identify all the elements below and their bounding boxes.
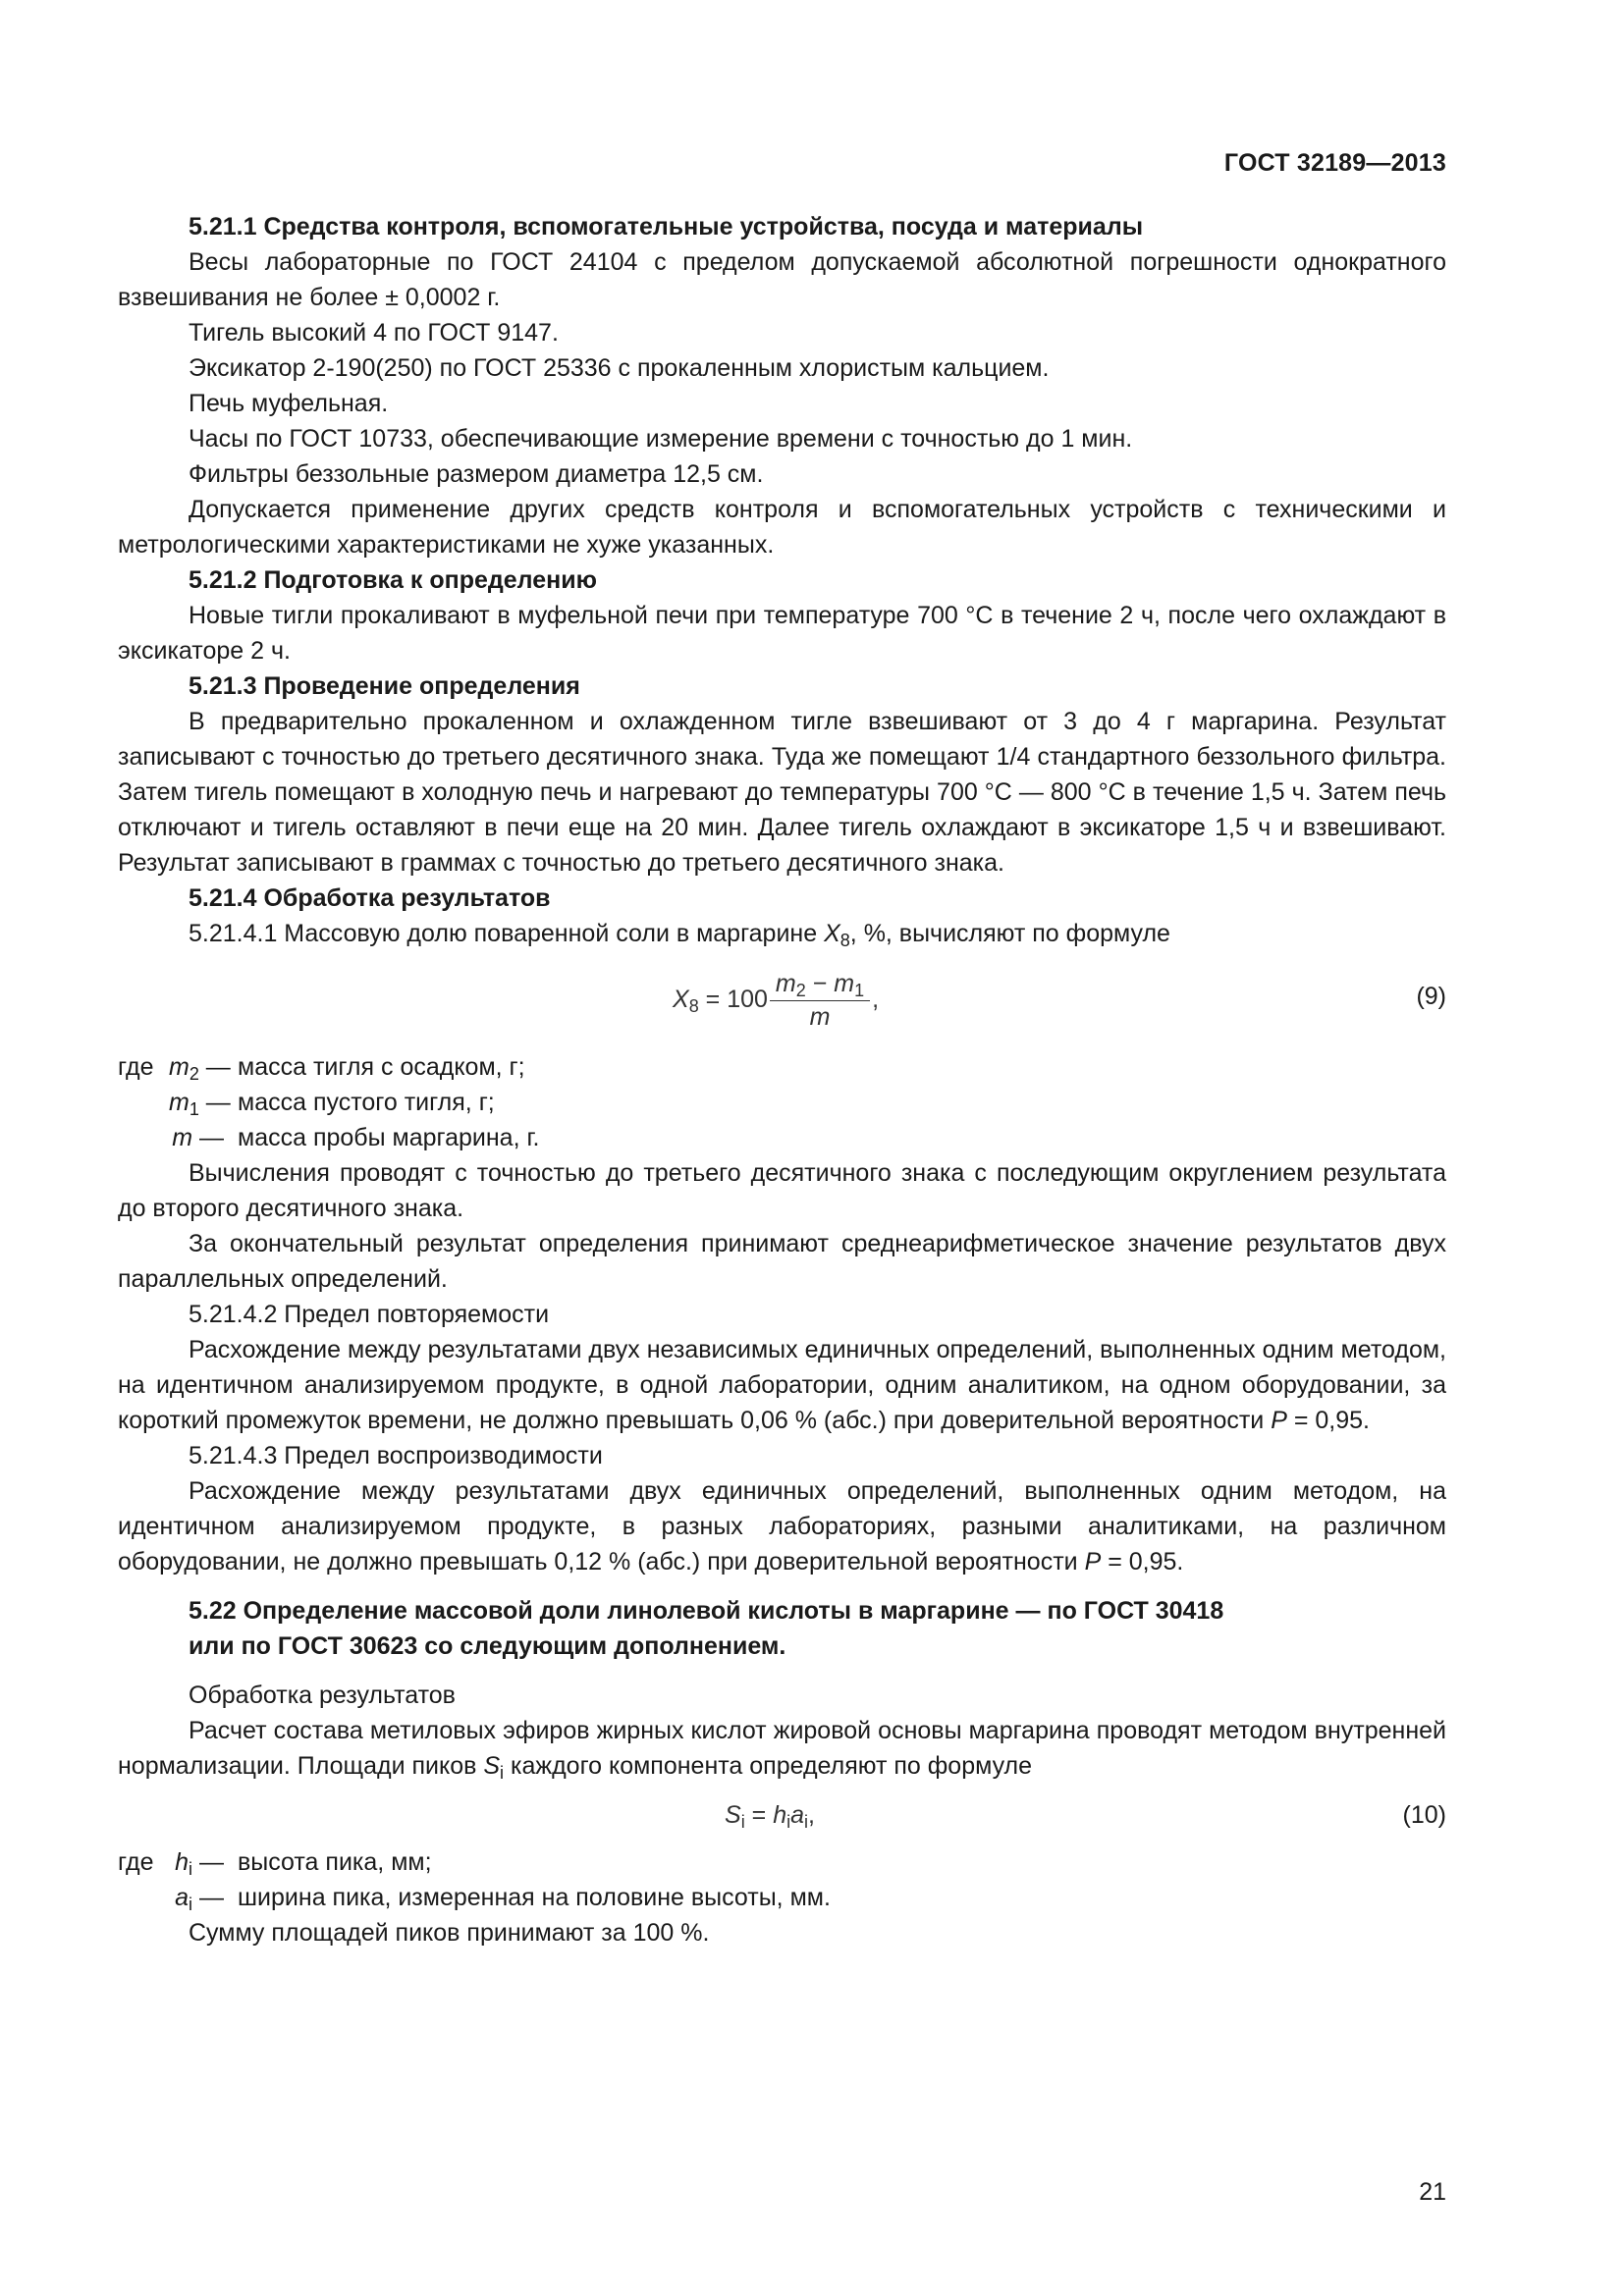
formula-9-expression: $X_8 = 100$ $\frac{m_2 - m_1}{m}$ , bbox=[673, 970, 880, 1031]
where-list-10: где $h_i$ — высота пика, мм; $a_i$ — ширина пика, измеренная на половине высоты, мм. bbox=[118, 1848, 831, 1914]
paragraph: Расчет состава метиловых эфиров жирных кислот жировой основы маргарина проводят методом внутренней нормализации. Площади пиков $S_i$ каждого компонента определяют по формуле bbox=[118, 1717, 1446, 1783]
paragraph: Обработка результатов bbox=[189, 1682, 456, 1709]
paragraph: 5.21.4.3 Предел воспроизводимости bbox=[189, 1442, 603, 1469]
section-heading-5-22: 5.22 Определение массовой доли линолевой кислоты в маргарине — по ГОСТ 30418 или по ГОСТ 30623 со следующим дополнением. bbox=[189, 1597, 1224, 1660]
formula-9 bbox=[118, 951, 1446, 1049]
page-number: 21 bbox=[1419, 2178, 1446, 2206]
where-list-9: где $m_2$ — масса тигля с осадком, г; $m_1$ — масса пустого тигля, г; m — масса пробы маргарина, г. bbox=[118, 1053, 540, 1151]
formula-10 bbox=[118, 1784, 1446, 1844]
paragraph: За окончательный результат определения принимают среднеарифметическое значение результатов двух параллельных определений. bbox=[118, 1230, 1446, 1293]
section-heading-5-21-1: 5.21.1 Средства контроля, вспомогательные устройства, посуда и материалы bbox=[189, 213, 1144, 240]
paragraph: 5.21.4.1 Массовую долю поваренной соли в маргарине $X_8$, %, вычисляют по формуле bbox=[189, 920, 1170, 950]
section-heading-5-21-2: 5.21.2 Подготовка к определению bbox=[189, 566, 597, 594]
paragraph: Расхождение между результатами двух единичных определений, выполненных одним методом, на идентичном анализируемом продукте, в разных лабораториях, разными аналитиками, на различном оборудовании, не должно превышать 0,12 % (абс.) при доверительной вероятности P = 0,95. bbox=[118, 1477, 1446, 1575]
formula-10-expression: $S_i = h_ia_i$, bbox=[725, 1801, 815, 1832]
paragraph: Фильтры беззольные размером диаметра 12,5 см. bbox=[189, 460, 764, 488]
paragraph: Весы лабораторные по ГОСТ 24104 с пределом допускаемой абсолютной погрешности однократного взвешивания не более ± 0,0002 г. bbox=[118, 248, 1446, 311]
paragraph: Расхождение между результатами двух независимых единичных определений, выполненных одним методом, на идентичном анализируемом продукте, в одной лаборатории, одним аналитиком, на одном оборудовании, за короткий промежуток времени, не должно превышать 0,06 % (абс.) при доверительной вероятности P = 0,95. bbox=[118, 1336, 1446, 1434]
page-body bbox=[118, 209, 1446, 1950]
paragraph: Допускается применение других средств контроля и вспомогательных устройств с техническими и метрологическими характеристиками не хуже указанных. bbox=[118, 496, 1446, 559]
page-header: ГОСТ 32189—2013 bbox=[1223, 149, 1446, 177]
paragraph: Часы по ГОСТ 10733, обеспечивающие измерение времени с точностью до 1 мин. bbox=[189, 425, 1133, 453]
formula-10-number: (10) bbox=[1402, 1801, 1446, 1829]
paragraph: Печь муфельная. bbox=[189, 390, 389, 417]
paragraph: В предварительно прокаленном и охлажденном тигле взвешивают от 3 до 4 г маргарина. Результат записывают с точностью до третьего десятичного знака. Туда же помещают 1/4 стандартного беззольного фильтра. Затем тигель помещают в холодную печь и нагревают до температуры 700 °С — 800 °С в течение 1,5 ч. Затем печь отключают и тигель оставляют в печи еще на 20 мин. Далее тигель охлаждают в эксикаторе 1,5 ч и взвешивают. Результат записывают в граммах с точностью до третьего десятичного знака. bbox=[118, 708, 1446, 877]
paragraph: Тигель высокий 4 по ГОСТ 9147. bbox=[189, 319, 559, 347]
paragraph: Сумму площадей пиков принимают за 100 %. bbox=[189, 1919, 710, 1947]
paragraph: Новые тигли прокаливают в муфельной печи при температуре 700 °С в течение 2 ч, после чего охлаждают в эксикаторе 2 ч. bbox=[118, 602, 1446, 665]
formula-9-number: (9) bbox=[1416, 983, 1446, 1010]
paragraph: 5.21.4.2 Предел повторяемости bbox=[189, 1301, 550, 1328]
fraction: $\frac{m_2 - m_1}{m}$ bbox=[770, 969, 870, 1033]
section-heading-5-21-4: 5.21.4 Обработка результатов bbox=[189, 884, 551, 912]
section-heading-5-21-3: 5.21.3 Проведение определения bbox=[189, 672, 580, 700]
paragraph: Вычисления проводят с точностью до третьего десятичного знака с последующим округлением результата до второго десятичного знака. bbox=[118, 1159, 1446, 1222]
paragraph: Эксикатор 2-190(250) по ГОСТ 25336 с прокаленным хлористым кальцием. bbox=[189, 354, 1050, 382]
